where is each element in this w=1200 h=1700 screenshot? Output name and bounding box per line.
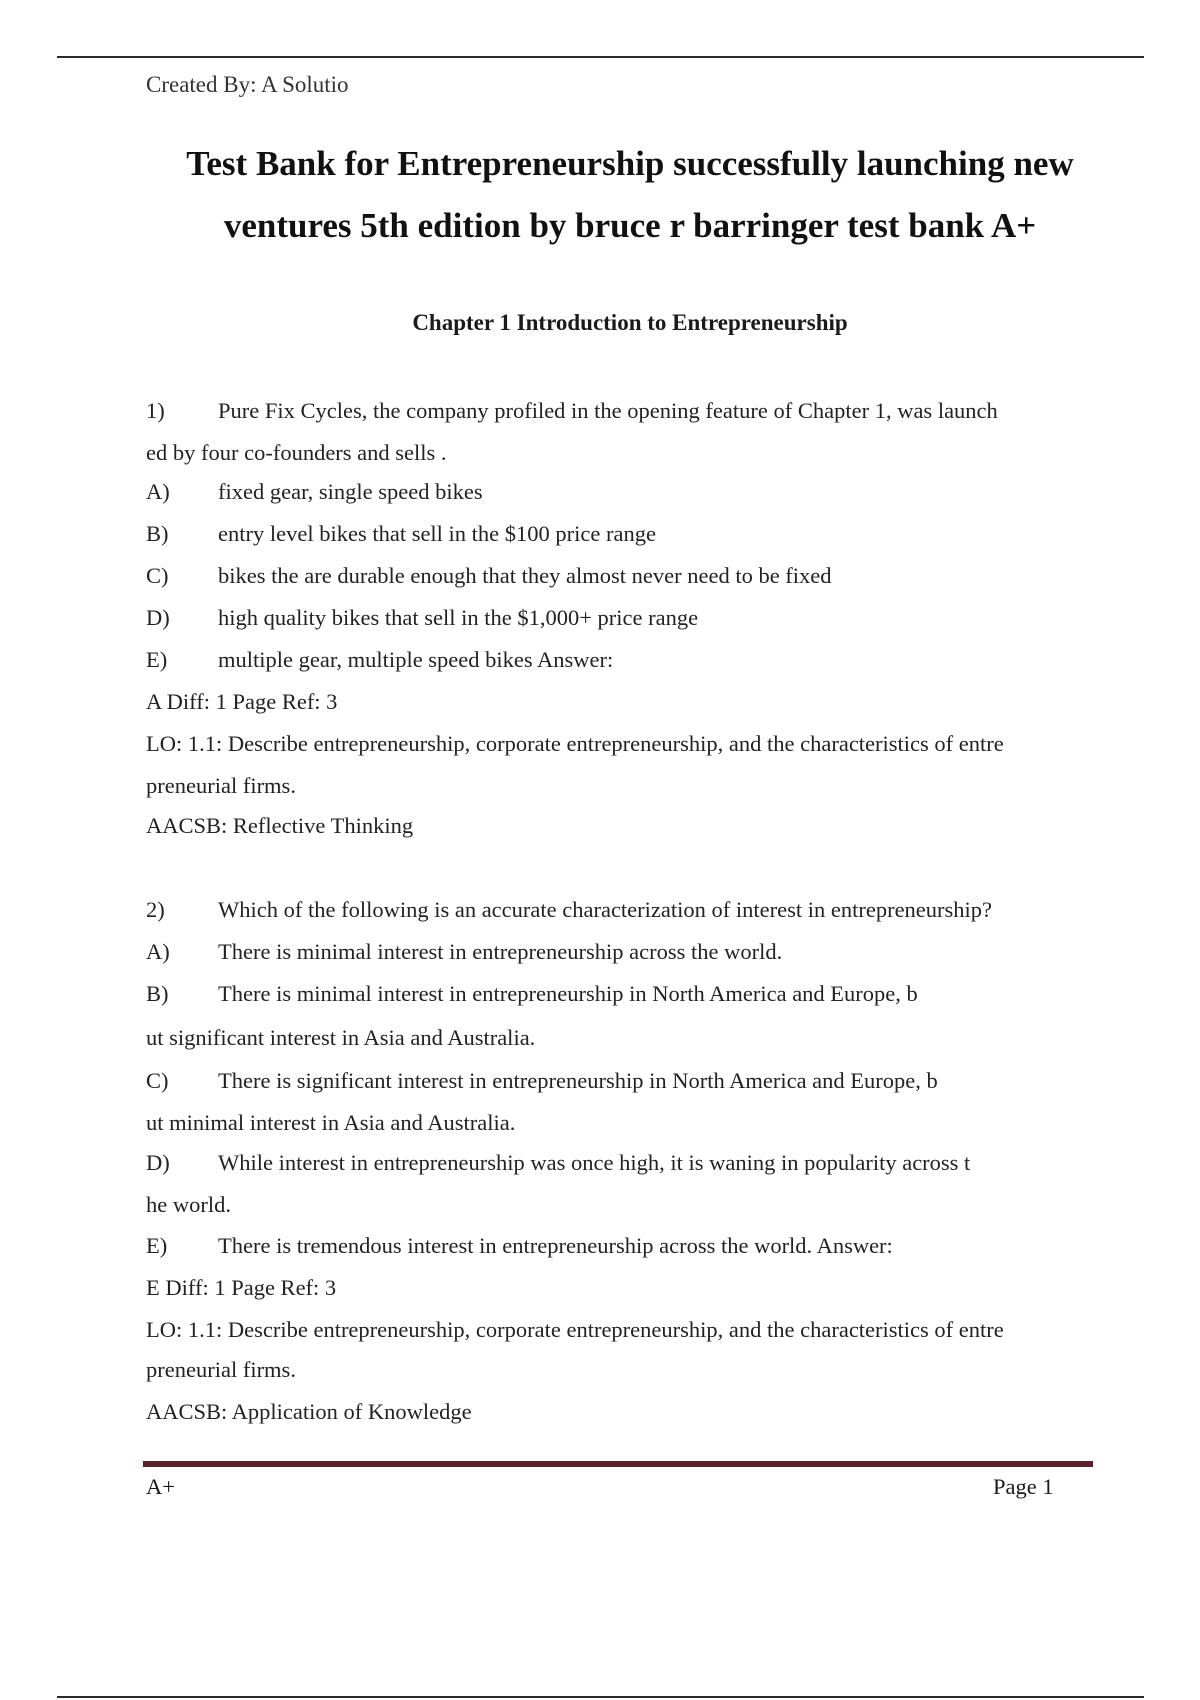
lo-text: LO: 1.1: Describe entrepreneurship, corporate entrepreneurship, and the characteristics of entre <box>146 731 1004 756</box>
option-label: E) <box>146 1233 168 1258</box>
footer-rule <box>143 1461 1093 1467</box>
question-stem-text-cont: ed by four co-founders and sells . <box>146 440 447 465</box>
option-text-cont: ut minimal interest in Asia and Australia. <box>146 1110 516 1135</box>
document-title-line-1: Test Bank for Entrepreneurship successfully launching new <box>186 144 1074 183</box>
option-text: high quality bikes that sell in the $1,000+ price range <box>218 605 699 630</box>
option-text: While interest in entrepreneurship was once high, it is waning in popularity across t <box>218 1150 971 1175</box>
lo-text-cont: preneurial firms. <box>146 1357 296 1382</box>
option-label: C) <box>146 563 169 588</box>
option-text: There is minimal interest in entrepreneurship in North America and Europe, b <box>218 981 918 1006</box>
question-number: 2) <box>146 897 165 922</box>
lo-text-cont: preneurial firms. <box>146 773 296 798</box>
lo-text: LO: 1.1: Describe entrepreneurship, corporate entrepreneurship, and the characteristics of entre <box>146 1317 1004 1342</box>
top-rule <box>57 56 1144 58</box>
answer-text: A Diff: 1 Page Ref: 3 <box>146 689 338 714</box>
bottom-rule <box>57 1696 1144 1698</box>
option-label: B) <box>146 521 169 546</box>
option-label: B) <box>146 981 169 1006</box>
answer-text: E Diff: 1 Page Ref: 3 <box>146 1275 337 1300</box>
chapter-heading: Chapter 1 Introduction to Entrepreneurship <box>412 310 848 335</box>
aacsb-text: AACSB: Reflective Thinking <box>146 813 414 838</box>
option-text: There is minimal interest in entrepreneurship across the world. <box>218 939 783 964</box>
option-label: A) <box>146 939 170 964</box>
option-text: bikes the are durable enough that they almost never need to be fixed <box>218 563 832 588</box>
option-text: entry level bikes that sell in the $100 price range <box>218 521 656 546</box>
document-title-line-2: ventures 5th edition by bruce r barringer test bank A+ <box>223 206 1037 245</box>
option-text: There is tremendous interest in entrepreneurship across the world. Answer: <box>218 1233 893 1258</box>
question-stem-text: Pure Fix Cycles, the company profiled in the opening feature of Chapter 1, was launch <box>218 398 998 423</box>
option-label: C) <box>146 1068 169 1093</box>
option-text: fixed gear, single speed bikes <box>218 479 483 504</box>
aacsb-text: AACSB: Application of Knowledge <box>146 1399 472 1424</box>
option-label: D) <box>146 1150 170 1175</box>
option-text-cont: ut significant interest in Asia and Australia. <box>146 1025 536 1050</box>
created-by-header: Created By: A Solutio <box>146 72 349 97</box>
option-text: multiple gear, multiple speed bikes Answer: <box>218 647 614 672</box>
page-number: Page 1 <box>993 1474 1054 1499</box>
question-number: 1) <box>146 398 165 423</box>
question-stem-text: Which of the following is an accurate characterization of interest in entrepreneurship? <box>218 897 993 922</box>
option-text-cont: he world. <box>146 1192 231 1217</box>
option-text: There is significant interest in entrepreneurship in North America and Europe, b <box>218 1068 938 1093</box>
option-label: D) <box>146 605 170 630</box>
option-label: E) <box>146 647 168 672</box>
option-label: A) <box>146 479 170 504</box>
footer-grade: A+ <box>146 1474 175 1499</box>
